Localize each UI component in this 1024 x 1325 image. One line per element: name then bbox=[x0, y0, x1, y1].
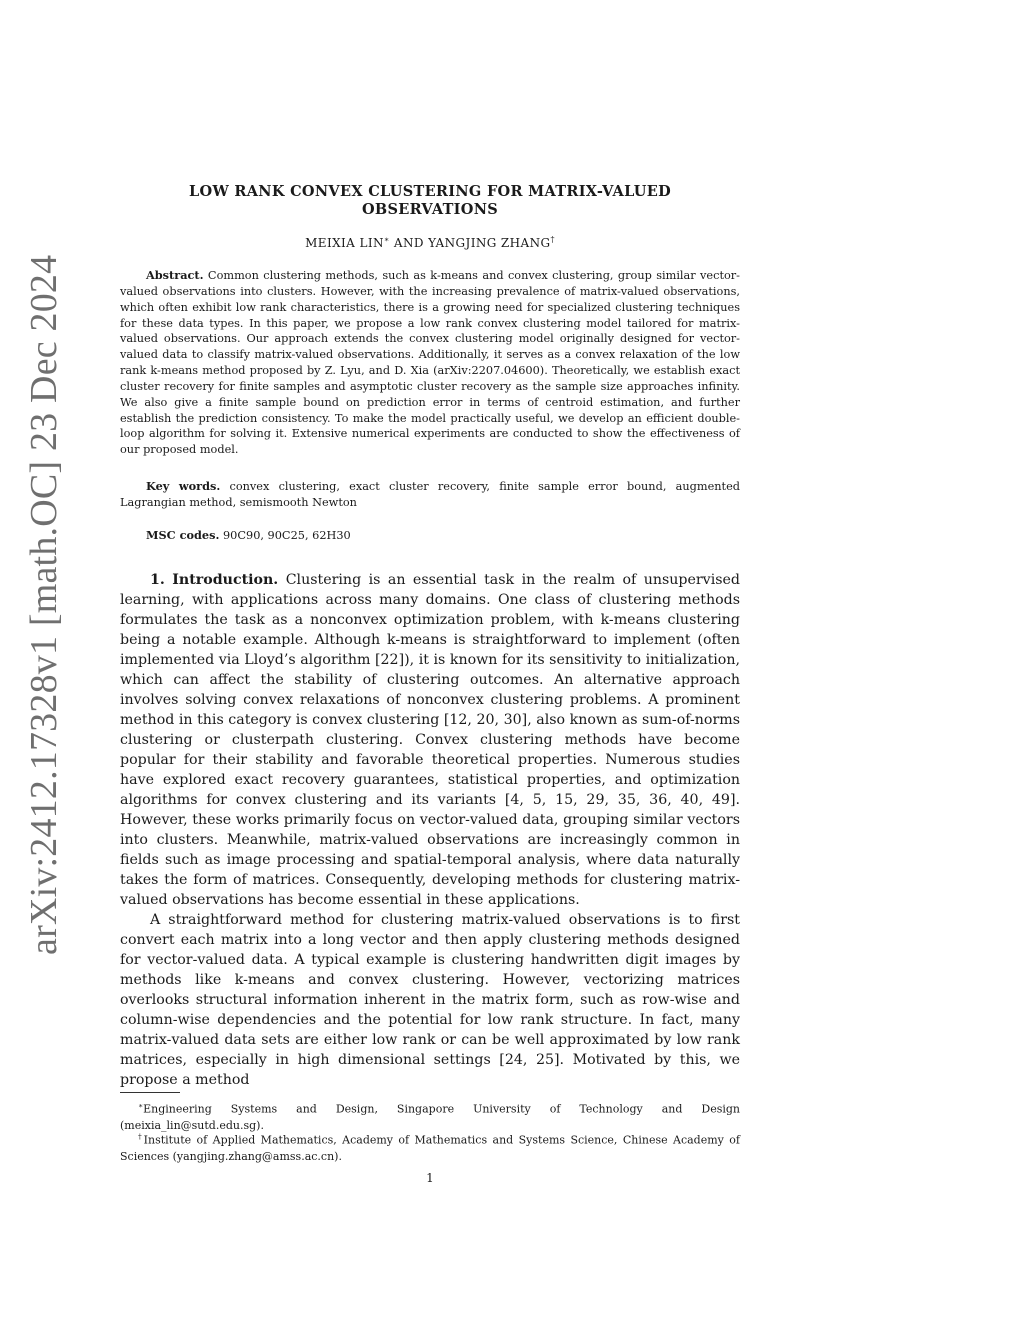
footnote-divider bbox=[120, 1092, 180, 1093]
footnote-1-text: Engineering Systems and Design, Singapore University of Technology and Design (meixia_lin@sutd.edu.sg). bbox=[120, 1102, 740, 1132]
footnote-2 bbox=[120, 1129, 740, 1165]
paragraph-1-text: Clustering is an essential task in the realm of unsupervised learning, with applications across many domains. One class of clustering methods formulates the task as a nonconvex optimization problem, with k-means clustering being a notable example. Although k-means is straightforward to implement (often implemented via Lloyd’s algorithm [22]), it is known for its sensitivity to initialization, which can affect the stability of clustering outcomes. An alternative approach involves solving convex relaxations of nonconvex clustering problems. A prominent method in this category is convex clustering [12, 20, 30], also known as sum-of-norms clustering or clusterpath clustering. Convex clustering methods have become popular for their stability and favorable theoretical properties. Numerous studies have explored exact recovery guarantees, statistical properties, and optimization algorithms for convex clustering and its variants [4, 5, 15, 29, 35, 36, 40, 49]. However, these works primarily focus on vector-valued data, grouping similar vectors into clusters. Meanwhile, matrix-valued observations are increasingly common in fields such as image processing and spatial-temporal analysis, where data naturally takes the form of matrices. Consequently, developing methods for clustering matrix-valued observations has become essential in these applications. bbox=[120, 572, 740, 908]
author-1-footnote-mark: ∗ bbox=[383, 235, 390, 244]
title-line-2: OBSERVATIONS bbox=[361, 201, 499, 218]
keywords bbox=[120, 478, 740, 511]
keywords-label: Key words. bbox=[146, 479, 221, 493]
author-1: MEIXIA LIN bbox=[305, 236, 384, 250]
section-heading: Introduction. bbox=[172, 572, 279, 588]
paper-title bbox=[120, 183, 740, 219]
abstract-text: Common clustering methods, such as k-means and convex clustering, group similar vector-valued observations into clusters. However, with the increasing prevalence of matrix-valued observations, which often exhibit low rank characteristics, there is a growing need for specialized clustering techniques for these data types. In this paper, we propose a low rank convex clustering model tailored for matrix-valued observations. Our approach extends the convex clustering model originally designed for vector-valued data to classify matrix-valued observations. Additionally, it serves as a convex relaxation of the low rank k-means method proposed by Z. Lyu, and D. Xia (arXiv:2207.04600). Theoretically, we establish exact cluster recovery for finite samples and asymptotic cluster recovery as the sample size approaches infinity. We also give a finite sample bound on prediction error in terms of centroid estimation, and further establish the prediction consistency. To make the model practically useful, we develop an efficient double-loop algorithm for solving it. Extensive numerical experiments are conducted to show the effectiveness of our proposed model. bbox=[120, 269, 741, 457]
arxiv-identifier-stamp: arXiv:2412.17328v1 [math.OC] 23 Dec 2024 bbox=[23, 254, 65, 955]
abstract bbox=[120, 268, 740, 458]
authors-and: AND bbox=[393, 236, 424, 250]
introduction-paragraph-2 bbox=[120, 910, 740, 1090]
msc-text: 90C90, 90C25, 62H30 bbox=[222, 529, 351, 542]
paragraph-2-text: A straightforward method for clustering matrix-valued observations is to first convert each matrix into a long vector and then apply clustering methods designed for vector-valued data. A typical example is clustering handwritten digit images by methods like k-means and convex clustering. However, vectorizing matrices overlooks structural information inherent in the matrix form, such as row-wise and column-wise dependencies and the potential for low rank structure. In fact, many matrix-valued data sets are either low rank or can be well approximated by low rank matrices, especially in high dimensional settings [24, 25]. Motivated by this, we propose a method bbox=[120, 912, 740, 1088]
author-line bbox=[120, 235, 740, 250]
author-2: YANGJING ZHANG bbox=[428, 236, 551, 250]
keywords-text: convex clustering, exact cluster recovery, finite sample error bound, augmented Lagrangian method, semismooth Newton bbox=[120, 480, 740, 509]
footnote-1-mark: ∗ bbox=[138, 1101, 144, 1110]
author-2-footnote-mark: † bbox=[550, 235, 555, 244]
footnote-2-text: Institute of Applied Mathematics, Academy of Mathematics and Systems Science, Chinese Academy of Sciences (yangjing.zhang@amss.ac.cn). bbox=[120, 1133, 740, 1163]
title-line-1: LOW RANK CONVEX CLUSTERING FOR MATRIX-VALUED bbox=[189, 183, 671, 200]
section-number: 1. bbox=[150, 572, 165, 588]
page-number: 1 bbox=[426, 1171, 434, 1185]
footnote-2-mark: † bbox=[138, 1132, 144, 1141]
abstract-label: Abstract. bbox=[146, 268, 204, 282]
introduction-paragraph-1 bbox=[120, 570, 740, 910]
msc-codes bbox=[120, 527, 740, 544]
msc-label: MSC codes. bbox=[146, 528, 220, 542]
